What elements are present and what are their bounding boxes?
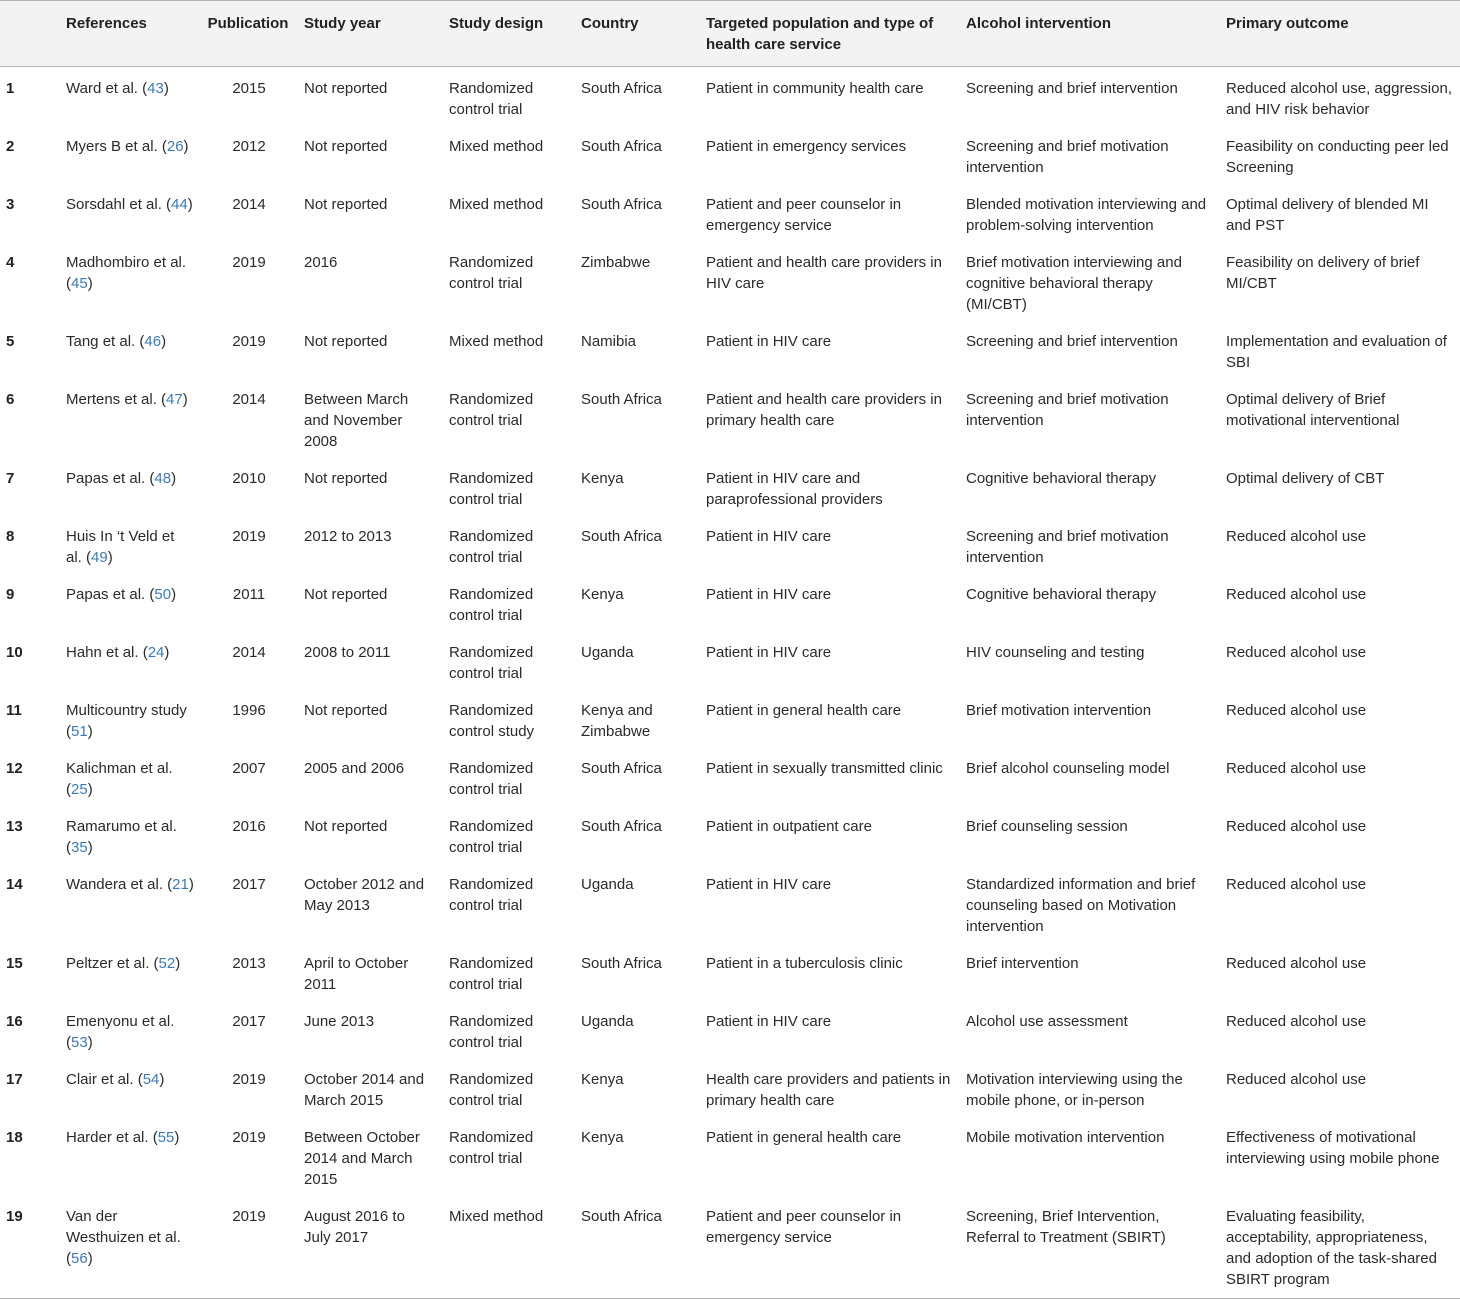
citation-link[interactable]: 44: [171, 196, 188, 213]
citation-link[interactable]: 26: [166, 138, 184, 155]
targeted-population: Patient in HIV care: [706, 876, 832, 893]
study-design: Randomized control trial: [449, 391, 534, 429]
primary-outcome: Evaluating feasibility, acceptability, appropriateness, and adoption of the task-shared SBIRT program: [1218, 1195, 1460, 1299]
reference-close: ): [183, 138, 189, 155]
study-design: Randomized control trial: [449, 876, 534, 914]
header-publication: Publication: [200, 1, 296, 67]
study-design: Mixed method: [449, 333, 544, 350]
reference-close: ): [87, 723, 93, 740]
country: South Africa: [581, 818, 662, 835]
reference-close: ): [187, 196, 193, 213]
study-year: 2016: [304, 254, 338, 271]
table-row: [0, 1058, 1460, 1116]
publication-year: 2013: [232, 955, 266, 972]
row-number: 7: [6, 470, 15, 487]
targeted-population: Patient in HIV care: [706, 1013, 832, 1030]
study-year: Between March and November 2008: [304, 391, 409, 450]
primary-outcome: Reduced alcohol use, aggression, and HIV risk behavior: [1226, 80, 1452, 118]
publication-year: 2014: [232, 196, 266, 213]
row-number: 12: [6, 760, 23, 777]
targeted-population: Patient in sexually transmitted clinic: [706, 760, 943, 777]
targeted-population: Patient in emergency services: [706, 138, 907, 155]
table-row: [0, 1116, 1460, 1195]
primary-outcome: Reduced alcohol use: [1226, 760, 1367, 777]
study-year: October 2014 and March 2015: [304, 1071, 425, 1109]
reference-cell: [58, 942, 200, 1000]
citation-link[interactable]: 51: [71, 723, 88, 740]
header-study-design: Study design: [441, 1, 573, 67]
publication-year: 2019: [200, 1195, 296, 1299]
alcohol-intervention: Brief counseling session: [966, 818, 1128, 835]
table-row: [0, 457, 1460, 515]
table-row: [0, 1000, 1460, 1058]
row-number: 6: [6, 391, 15, 408]
table-body: [0, 67, 1460, 1299]
study-year: August 2016 to July 2017: [296, 1195, 441, 1299]
study-year: Not reported: [304, 196, 388, 213]
targeted-population: Patient in HIV care: [706, 528, 832, 545]
alcohol-intervention: HIV counseling and testing: [966, 644, 1145, 661]
alcohol-intervention: Brief motivation interviewing and cognitive behavioral therapy (MI/CBT): [966, 254, 1182, 313]
study-year: 2005 and 2006: [304, 760, 405, 777]
study-design: Randomized control trial: [449, 644, 534, 682]
reference-cell: [58, 241, 200, 320]
reference-text: Multicountry study (: [66, 702, 187, 740]
alcohol-intervention: Cognitive behavioral therapy: [966, 586, 1157, 603]
alcohol-intervention: Screening and brief motivation intervention: [966, 391, 1169, 429]
citation-link[interactable]: 49: [91, 549, 108, 566]
reference-text: Myers B et al. (: [66, 138, 167, 155]
reference-close: ): [159, 1071, 165, 1088]
citation-link[interactable]: 52: [158, 955, 176, 972]
row-number: 5: [6, 333, 15, 350]
citation-link[interactable]: 53: [71, 1034, 88, 1051]
reference-close: ): [87, 1250, 93, 1267]
country: South Africa: [581, 528, 662, 545]
header-study-year: Study year: [296, 1, 441, 67]
table-row: [0, 747, 1460, 805]
citation-link[interactable]: 46: [144, 333, 162, 350]
study-design: Randomized control trial: [449, 528, 534, 566]
country: Kenya: [581, 1071, 624, 1088]
reference-close: ): [87, 275, 93, 292]
row-number: 15: [6, 955, 23, 972]
alcohol-intervention: Brief alcohol counseling model: [966, 760, 1170, 777]
alcohol-intervention: Mobile motivation intervention: [966, 1129, 1165, 1146]
row-number: 14: [6, 876, 23, 893]
reference-cell: [58, 573, 200, 631]
alcohol-intervention: Screening and brief motivation intervention: [966, 138, 1169, 176]
study-design: Randomized control trial: [449, 818, 534, 856]
publication-year: 2019: [232, 254, 266, 271]
reference-close: ): [188, 876, 194, 893]
primary-outcome: Feasibility on delivery of brief MI/CBT: [1226, 254, 1420, 292]
publication-year: 2017: [232, 876, 266, 893]
study-year: April to October 2011: [304, 955, 409, 993]
alcohol-intervention: Screening, Brief Intervention, Referral to Treatment (SBIRT): [958, 1195, 1218, 1299]
reference-text: Papas et al. (: [66, 470, 155, 487]
table-row: [0, 863, 1460, 942]
table-row: [0, 183, 1460, 241]
reference-close: ): [175, 955, 181, 972]
reference-cell: [58, 689, 200, 747]
alcohol-intervention: Alcohol use assessment: [966, 1013, 1128, 1030]
publication-year: 2014: [232, 391, 266, 408]
country: South Africa: [581, 955, 662, 972]
targeted-population: Health care providers and patients in primary health care: [706, 1071, 951, 1109]
reference-close: ): [171, 470, 177, 487]
alcohol-intervention: Brief intervention: [966, 955, 1079, 972]
header-targeted-population: Targeted population and type of health care service: [698, 1, 958, 67]
targeted-population: Patient and health care providers in primary health care: [706, 391, 942, 429]
citation-link[interactable]: 24: [147, 644, 165, 661]
reference-cell: [58, 747, 200, 805]
study-year: Not reported: [304, 470, 388, 487]
study-design: Randomized control study: [449, 702, 535, 740]
reference-text: Tang et al. (: [66, 333, 145, 350]
row-number: 2: [6, 138, 15, 155]
alcohol-intervention: Blended motivation interviewing and problem-solving intervention: [966, 196, 1207, 234]
study-design: Randomized control trial: [449, 586, 534, 624]
row-number: 10: [6, 644, 23, 661]
reference-cell: [58, 515, 200, 573]
reference-close: ): [174, 1129, 180, 1146]
study-design: Randomized control trial: [449, 80, 534, 118]
targeted-population: Patient in general health care: [706, 702, 902, 719]
primary-outcome: Optimal delivery of CBT: [1226, 470, 1385, 487]
publication-year: 2014: [232, 644, 266, 661]
reference-text: Sorsdahl et al. (: [66, 196, 172, 213]
citation-link[interactable]: 21: [172, 876, 189, 893]
table-header-row: [0, 1, 1460, 67]
reference-cell: [58, 125, 200, 183]
row-number: 1: [6, 80, 15, 97]
primary-outcome: Reduced alcohol use: [1226, 1013, 1367, 1030]
targeted-population: Patient and peer counselor in emergency service: [698, 1195, 958, 1299]
citation-link[interactable]: 55: [157, 1129, 175, 1146]
citation-link[interactable]: 35: [71, 839, 88, 856]
reference-close: ): [182, 391, 188, 408]
study-year: Between October 2014 and March 2015: [304, 1129, 420, 1188]
primary-outcome: Implementation and evaluation of SBI: [1226, 333, 1447, 371]
primary-outcome: Optimal delivery of blended MI and PST: [1226, 196, 1429, 234]
publication-year: 2012: [232, 138, 266, 155]
publication-year: 2019: [232, 1129, 266, 1146]
alcohol-intervention: Standardized information and brief counseling based on Motivation intervention: [966, 876, 1196, 935]
citation-link[interactable]: 45: [71, 275, 88, 292]
study-design: Randomized control trial: [449, 1071, 534, 1109]
reference-text: Clair et al. (: [66, 1071, 143, 1088]
country: Uganda: [581, 644, 634, 661]
table-row: [0, 67, 1460, 126]
reference-cell: [58, 67, 200, 126]
table-row: [0, 631, 1460, 689]
header-primary-outcome: Primary outcome: [1218, 1, 1460, 67]
publication-year: 2010: [232, 470, 266, 487]
table-row: [0, 689, 1460, 747]
citation-link[interactable]: 54: [142, 1071, 160, 1088]
table-row: [0, 378, 1460, 457]
reference-cell: [58, 631, 200, 689]
country: Uganda: [581, 1013, 634, 1030]
primary-outcome: Reduced alcohol use: [1226, 876, 1367, 893]
reference-close: ): [163, 80, 169, 97]
country: Kenya: [581, 1129, 624, 1146]
reference-close: ): [87, 1034, 93, 1051]
citation-link[interactable]: 50: [154, 586, 172, 603]
citation-link[interactable]: 25: [71, 781, 88, 798]
study-year: 2012 to 2013: [304, 528, 392, 545]
targeted-population: Patient in outpatient care: [706, 818, 872, 835]
reference-cell: [58, 1116, 200, 1195]
country: South Africa: [581, 138, 662, 155]
country: Zimbabwe: [581, 254, 651, 271]
targeted-population: Patient and health care providers in HIV care: [706, 254, 942, 292]
primary-outcome: Reduced alcohol use: [1226, 702, 1367, 719]
reference-text: Harder et al. (: [66, 1129, 158, 1146]
primary-outcome: Reduced alcohol use: [1226, 1071, 1367, 1088]
reference-text: Papas et al. (: [66, 586, 155, 603]
row-number: 18: [6, 1129, 23, 1146]
table-row: [0, 942, 1460, 1000]
publication-year: 2016: [232, 818, 266, 835]
study-year: Not reported: [304, 818, 388, 835]
reference-text: Van der Westhuizen et al. (: [66, 1208, 181, 1267]
reference-text: Hahn et al. (: [66, 644, 148, 661]
row-number: 17: [6, 1071, 23, 1088]
table-row: [0, 515, 1460, 573]
reference-cell: [58, 805, 200, 863]
targeted-population: Patient in a tuberculosis clinic: [706, 955, 903, 972]
publication-year: 2015: [232, 80, 266, 97]
reference-text: Mertens et al. (: [66, 391, 167, 408]
publication-year: 2019: [232, 528, 266, 545]
primary-outcome: Reduced alcohol use: [1226, 586, 1367, 603]
study-year: Not reported: [304, 702, 388, 719]
country: Kenya: [581, 586, 624, 603]
primary-outcome: Reduced alcohol use: [1226, 955, 1367, 972]
table-row: [0, 241, 1460, 320]
study-year: June 2013: [304, 1013, 375, 1030]
alcohol-intervention: Brief motivation intervention: [966, 702, 1152, 719]
publication-year: 2011: [232, 586, 266, 603]
publication-year: 2017: [232, 1013, 266, 1030]
primary-outcome: Feasibility on conducting peer led Screening: [1226, 138, 1449, 176]
row-number: 16: [6, 1013, 23, 1030]
table-row: [0, 1195, 1460, 1299]
country: South Africa: [581, 196, 662, 213]
table-row: [0, 573, 1460, 631]
reference-text: Madhombiro et al. (: [66, 254, 187, 292]
reference-text: Ramarumo et al. (: [66, 818, 177, 856]
alcohol-intervention: Screening and brief intervention: [966, 333, 1178, 350]
reference-close: ): [161, 333, 167, 350]
table-row: [0, 125, 1460, 183]
primary-outcome: Reduced alcohol use: [1226, 528, 1367, 545]
country: Kenya and Zimbabwe: [581, 702, 653, 740]
row-number: 19: [0, 1195, 58, 1299]
table-row: [0, 805, 1460, 863]
header-country: Country: [573, 1, 698, 67]
row-number: 8: [6, 528, 15, 545]
reference-cell: [58, 320, 200, 378]
alcohol-intervention: Screening and brief intervention: [966, 80, 1178, 97]
country: South Africa: [581, 760, 662, 777]
study-year: Not reported: [304, 333, 388, 350]
publication-year: 2007: [232, 760, 266, 777]
study-year: Not reported: [304, 138, 388, 155]
reference-cell: [58, 1000, 200, 1058]
study-year: Not reported: [304, 80, 388, 97]
reference-cell: [58, 863, 200, 942]
alcohol-intervention: Motivation interviewing using the mobile phone, or in-person: [966, 1071, 1183, 1109]
reference-close: ): [107, 549, 113, 566]
reference-cell: [58, 457, 200, 515]
study-design: Mixed method: [441, 1195, 573, 1299]
citation-link[interactable]: 47: [166, 391, 183, 408]
country: Namibia: [581, 333, 637, 350]
reference-cell: [58, 378, 200, 457]
targeted-population: Patient in general health care: [706, 1129, 902, 1146]
reference-text: Wandera et al. (: [66, 876, 173, 893]
country: South Africa: [581, 391, 662, 408]
reference-close: ): [164, 644, 170, 661]
header-references: References: [58, 1, 200, 67]
reference-text: Ward et al. (: [66, 80, 148, 97]
study-design: Mixed method: [449, 138, 544, 155]
reference-close: ): [171, 586, 177, 603]
study-design: Randomized control trial: [449, 1013, 534, 1051]
country: South Africa: [573, 1195, 698, 1299]
study-year: Not reported: [304, 586, 388, 603]
header-alcohol-intervention: Alcohol intervention: [958, 1, 1218, 67]
reference-cell: [58, 183, 200, 241]
reference-text: Huis In ‘t Veld et al. (: [66, 528, 175, 566]
reference-cell: [58, 1195, 200, 1299]
study-design: Randomized control trial: [449, 254, 534, 292]
study-design: Randomized control trial: [449, 955, 534, 993]
reference-close: ): [87, 839, 93, 856]
study-design: Randomized control trial: [449, 470, 534, 508]
reference-cell: [58, 1058, 200, 1116]
study-year: 2008 to 2011: [304, 644, 391, 661]
alcohol-intervention: Cognitive behavioral therapy: [966, 470, 1157, 487]
primary-outcome: Reduced alcohol use: [1226, 644, 1367, 661]
reference-text: Peltzer et al. (: [66, 955, 159, 972]
table-row: [0, 320, 1460, 378]
targeted-population: Patient in HIV care: [706, 644, 832, 661]
publication-year: 1996: [232, 702, 266, 719]
row-number: 3: [6, 196, 15, 213]
targeted-population: Patient and peer counselor in emergency service: [706, 196, 902, 234]
study-design: Randomized control trial: [449, 1129, 534, 1167]
citation-link[interactable]: 48: [154, 470, 172, 487]
study-year: October 2012 and May 2013: [304, 876, 425, 914]
targeted-population: Patient in community health care: [706, 80, 924, 97]
reference-text: Kalichman et al. (: [66, 760, 173, 798]
targeted-population: Patient in HIV care and paraprofessional providers: [706, 470, 883, 508]
study-design: Randomized control trial: [449, 760, 534, 798]
row-number: 11: [6, 702, 22, 719]
primary-outcome: Optimal delivery of Brief motivational interventional: [1226, 391, 1400, 429]
study-design: Mixed method: [449, 196, 544, 213]
publication-year: 2019: [232, 1071, 266, 1088]
row-number: 13: [6, 818, 23, 835]
header-index: [0, 1, 58, 67]
citation-link[interactable]: 43: [147, 80, 164, 97]
row-number: 4: [6, 254, 15, 271]
country: Kenya: [581, 470, 624, 487]
row-number: 9: [6, 586, 15, 603]
primary-outcome: Reduced alcohol use: [1226, 818, 1367, 835]
citation-link[interactable]: 56: [71, 1250, 88, 1267]
country: South Africa: [581, 80, 662, 97]
country: Uganda: [581, 876, 634, 893]
targeted-population: Patient in HIV care: [706, 333, 832, 350]
reference-close: ): [87, 781, 93, 798]
primary-outcome: Effectiveness of motivational interviewing using mobile phone: [1226, 1129, 1440, 1167]
targeted-population: Patient in HIV care: [706, 586, 832, 603]
alcohol-intervention: Screening and brief motivation intervention: [966, 528, 1169, 566]
reference-text: Emenyonu et al. (: [66, 1013, 175, 1051]
publication-year: 2019: [232, 333, 266, 350]
